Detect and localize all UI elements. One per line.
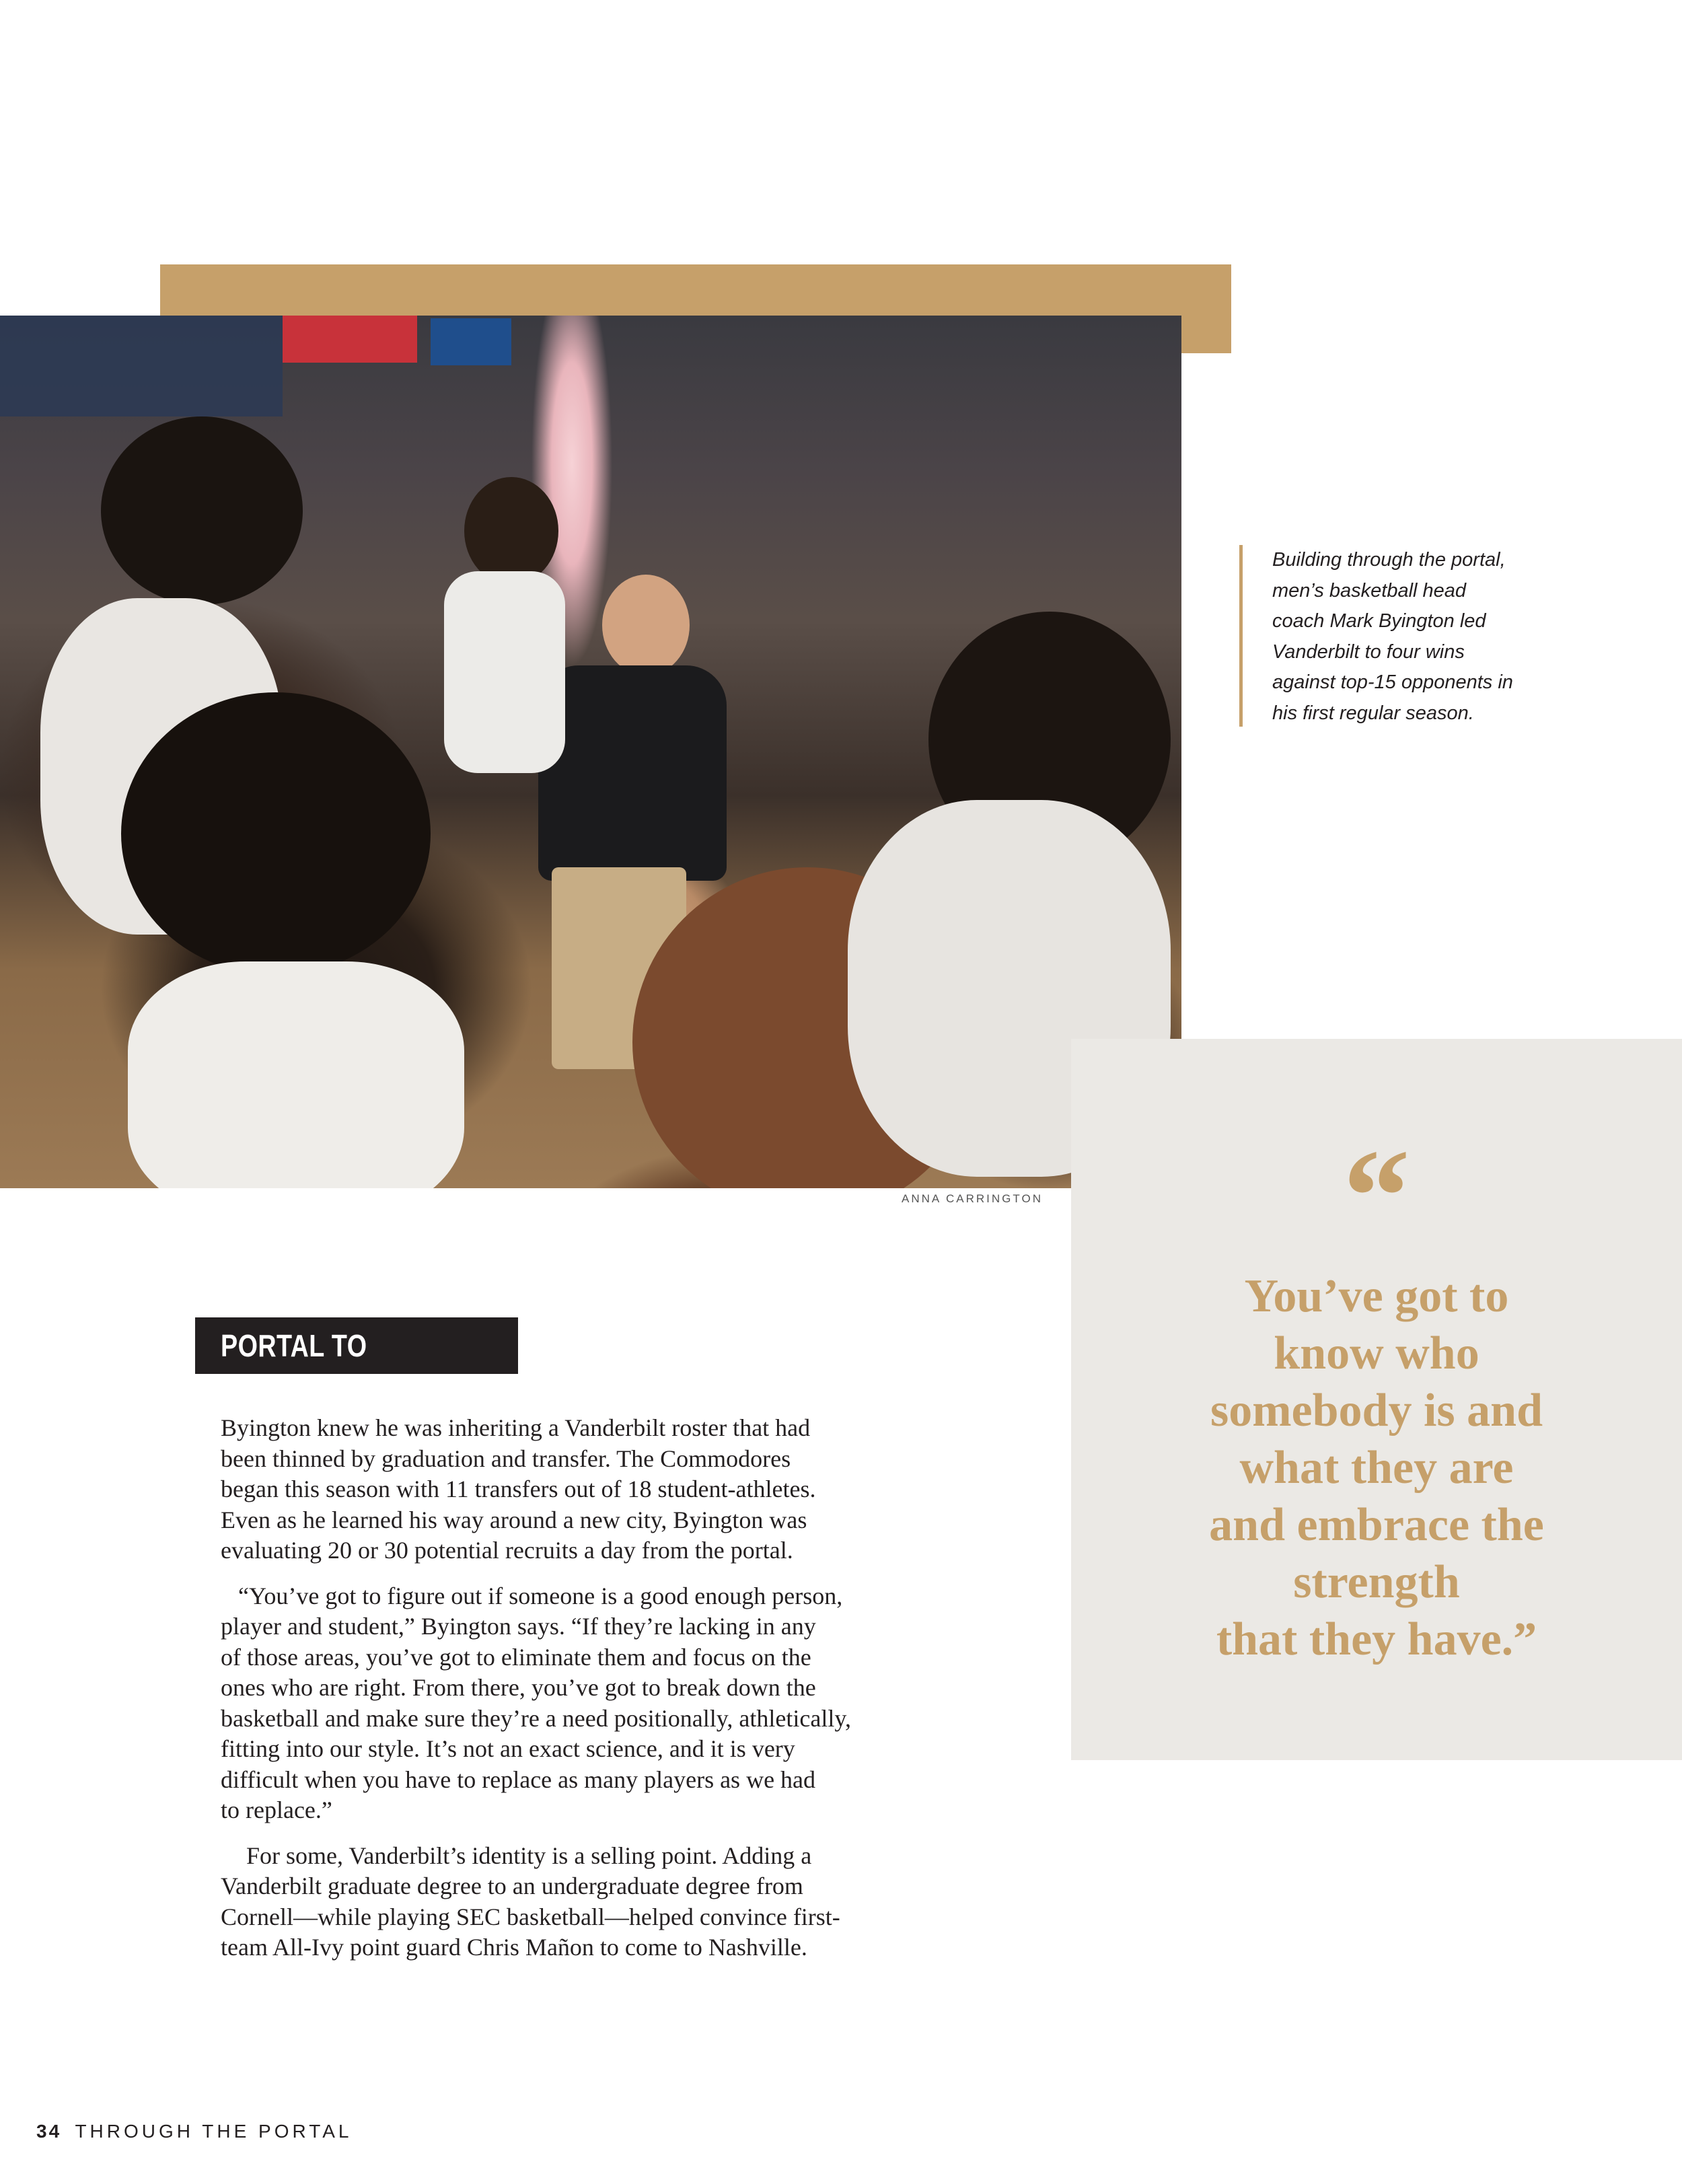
pull-quote-line: and embrace the <box>1209 1499 1544 1551</box>
caption-line: Vanderbilt to four wins <box>1272 641 1465 663</box>
article-body <box>221 1413 974 1978</box>
body-line: ones who are right. From there, you’ve got to break down the <box>221 1674 816 1701</box>
body-line: evaluating 20 or 30 potential recruits a day from the portal. <box>221 1537 793 1564</box>
player-head-left <box>101 416 303 605</box>
pull-quote-line: know who <box>1274 1327 1479 1379</box>
arena-screen <box>0 316 283 416</box>
player-head-front <box>121 692 431 975</box>
pull-quote-box <box>1071 1039 1682 1760</box>
section-heading-text: PORTAL TO COMPETITION <box>221 1328 400 1420</box>
caption-line: against top-15 opponents in <box>1272 671 1513 693</box>
pull-quote-line: strength <box>1293 1556 1460 1608</box>
photo-caption <box>1239 545 1549 727</box>
pull-quote-line: what they are <box>1239 1442 1514 1494</box>
body-line: to replace.” <box>221 1796 332 1823</box>
pull-quote-line: You’ve got to <box>1244 1270 1509 1322</box>
body-paragraph <box>221 1841 974 1963</box>
body-line: Cornell—while playing SEC basketball—helped convince first- <box>221 1903 840 1930</box>
page-footer <box>36 2121 352 2142</box>
coach-jacket <box>538 665 727 881</box>
caption-line: men’s basketball head <box>1272 579 1467 602</box>
caption-line: his first regular season. <box>1272 702 1474 724</box>
body-line: began this season with 11 transfers out of 18 student-athletes. <box>221 1476 816 1502</box>
body-line: difficult when you have to replace as many players as we had <box>221 1766 816 1793</box>
caption-line: Building through the portal, <box>1272 549 1506 571</box>
body-line: “You’ve got to figure out if someone is a good enough person, <box>238 1582 843 1609</box>
body-line: team All-Ivy point guard Chris Mañon to come to Nashville. <box>221 1934 807 1961</box>
quote-mark-icon: “ <box>1343 1122 1410 1271</box>
section-heading <box>195 1317 518 1420</box>
caption-line: coach Mark Byington led <box>1272 610 1486 632</box>
page-number: 34 <box>36 2121 62 2142</box>
body-line: of those areas, you’ve got to eliminate them and focus on the <box>221 1643 811 1671</box>
player-jersey-front <box>128 961 464 1188</box>
body-line: been thinned by graduation and transfer. The Commodores <box>221 1445 791 1472</box>
pull-quote-text <box>1071 1268 1682 1668</box>
arena-sign-blue <box>431 318 511 365</box>
body-line: fitting into our style. It’s not an exact science, and it is very <box>221 1735 795 1762</box>
pull-quote-line: somebody is and <box>1210 1385 1543 1436</box>
player-head-center <box>464 477 558 585</box>
body-paragraph <box>221 1413 974 1566</box>
body-line: basketball and make sure they’re a need positionally, athletically, <box>221 1704 851 1732</box>
body-line: Byington knew he was inheriting a Vanderbilt roster that had <box>221 1414 811 1441</box>
body-line: Vanderbilt graduate degree to an undergraduate degree from <box>221 1872 803 1899</box>
coach-head <box>602 575 690 676</box>
body-line: For some, Vanderbilt’s identity is a selling point. Adding a <box>246 1842 812 1869</box>
body-line: player and student,” Byington says. “If they’re lacking in any <box>221 1613 816 1640</box>
footer-section-name: THROUGH THE PORTAL <box>75 2121 353 2142</box>
body-line: Even as he learned his way around a new city, Byington was <box>221 1506 807 1533</box>
player-jersey-center <box>444 571 565 773</box>
arena-sign-red <box>283 316 417 363</box>
huddle-photo <box>0 316 1181 1188</box>
photo-credit: ANNA CARRINGTON <box>902 1192 1043 1205</box>
pull-quote-line: that they have.” <box>1216 1613 1537 1665</box>
body-paragraph <box>221 1581 974 1826</box>
